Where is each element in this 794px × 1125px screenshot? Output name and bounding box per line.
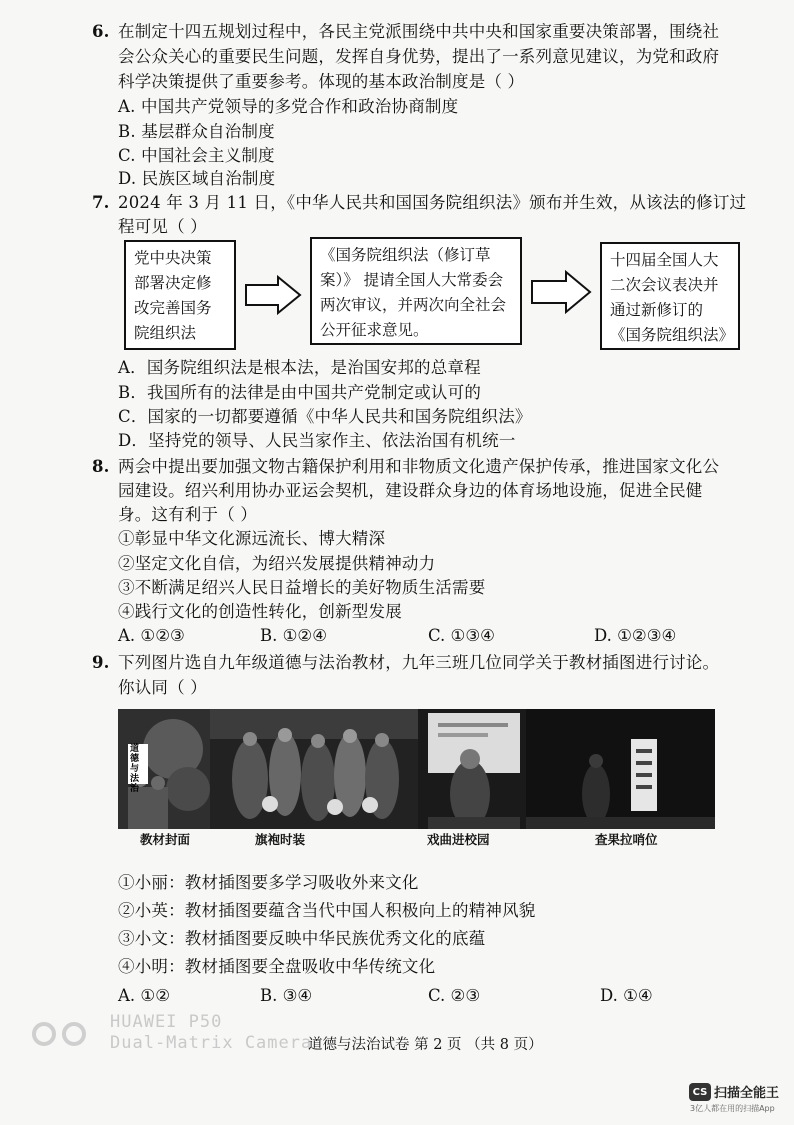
option-a: A. ①② xyxy=(118,986,170,1005)
statement-item: ②小英：教材插图要蕴含当代中国人积极向上的精神风貌 xyxy=(118,901,536,920)
option-b: B. ③④ xyxy=(260,986,313,1005)
option-b: B. ①②④ xyxy=(260,626,327,645)
right-arrow-icon xyxy=(244,275,302,315)
question-text: 下列图片选自九年级道德与法治教材，九年三班几位同学关于教材插图进行讨论。 xyxy=(118,653,720,672)
question-text: 你认同（ ） xyxy=(118,678,207,697)
scanner-tagline: 3亿人都在用的扫描App xyxy=(690,1104,775,1113)
option-c: C. 中国社会主义制度 xyxy=(118,146,275,165)
question-text: 在制定十四五规划过程中，各民主党派围绕中共中央和国家重要决策部署，围绕社 xyxy=(118,22,720,41)
textbook-illustrations xyxy=(118,709,715,829)
caption-qipao-fashion: 旗袍时装 xyxy=(255,832,306,847)
flow-box-2 xyxy=(310,237,522,345)
flow-box-1 xyxy=(124,240,236,350)
qipao-fashion-image xyxy=(210,709,418,829)
question-text: 会公众关心的重要民生问题，发挥自身优势，提出了一系列意见建议，为党和政府 xyxy=(118,47,720,66)
question-text: 科学决策提供了重要参考。体现的基本政治制度是（ ） xyxy=(118,72,525,91)
question-text: 园建设。绍兴利用协办亚运会契机，建设群众身边的体育场地设施，促进全民健 xyxy=(118,481,703,500)
option-c: C. ②③ xyxy=(428,986,481,1005)
statement-item: ③小文：教材插图要反映中华民族优秀文化的底蕴 xyxy=(118,929,486,948)
question-number: 8. xyxy=(92,457,110,476)
camera-lens-icon xyxy=(30,1020,100,1048)
option-b: B. 基层群众自治制度 xyxy=(118,122,275,141)
camera-watermark-lens: Dual-Matrix Camera xyxy=(110,1033,313,1053)
option-a: A．国务院组织法是根本法，是治国安邦的总章程 xyxy=(118,358,481,377)
statement-item: ③不断满足绍兴人民日益增长的美好物质生活需要 xyxy=(118,578,486,597)
flow-box-text: 十四届全国人大二次会议表决并通过新修订的《国务院组织法》 xyxy=(610,251,735,344)
statement-item: ④小明：教材插图要全盘吸收中华传统文化 xyxy=(118,957,436,976)
question-number: 7. xyxy=(92,193,110,212)
statement-item: ①彰显中华文化源远流长、博大精深 xyxy=(118,529,386,548)
question-text: 2024 年 3 月 11 日，《中华人民共和国国务院组织法》颁布并生效，从该法的修订过 xyxy=(118,193,747,212)
question-text: 两会中提出要加强文物古籍保护利用和非物质文化遗产保护传承，推进国家文化公 xyxy=(118,457,720,476)
option-c: C. ①③④ xyxy=(428,626,495,645)
scanner-brand-name: 扫描全能王 xyxy=(714,1086,780,1101)
option-d: D．坚持党的领导、人民当家作主、依法治国有机统一 xyxy=(118,431,516,450)
option-c: C．国家的一切都要遵循《中华人民共和国务院组织法》 xyxy=(118,407,532,426)
right-arrow-icon xyxy=(530,270,592,314)
question-text: 身。这有利于（ ） xyxy=(118,505,258,524)
caption-textbook-cover: 教材封面 xyxy=(140,832,191,847)
camera-watermark-model: HUAWEI P50 xyxy=(110,1012,223,1032)
caption-sentry-post: 查果拉哨位 xyxy=(595,832,658,847)
question-number: 6. xyxy=(92,22,110,41)
question-text: 程可见（ ） xyxy=(118,217,207,236)
statement-item: ④践行文化的创造性转化，创新型发展 xyxy=(118,602,402,621)
option-a: A. 中国共产党领导的多党合作和政治协商制度 xyxy=(118,97,459,116)
option-d: D. ①④ xyxy=(600,986,653,1005)
option-d: D. 民族区域自治制度 xyxy=(118,169,276,188)
statement-item: ②坚定文化自信，为绍兴发展提供精神动力 xyxy=(118,554,436,573)
option-a: A. ①②③ xyxy=(118,626,185,645)
page-footer: 道德与法治试卷 第 2 页 （共 8 页） xyxy=(308,1037,543,1053)
option-b: B．我国所有的法律是由中国共产党制定或认可的 xyxy=(118,383,482,402)
camscanner-logo-icon: CS xyxy=(689,1083,711,1101)
flow-box-3 xyxy=(600,242,740,350)
statement-item: ①小丽：教材插图要多学习吸收外来文化 xyxy=(118,873,419,892)
textbook-cover-image xyxy=(118,709,210,829)
caption-opera-campus: 戏曲进校园 xyxy=(427,832,490,847)
question-number: 9. xyxy=(92,653,110,672)
option-d: D. ①②③④ xyxy=(594,626,677,645)
flow-box-text: 《国务院组织法（修订草案）》 提请全国人大常委会两次审议，并两次向全社会公开征求意见。 xyxy=(320,246,507,339)
flow-box-text: 党中央决策部署决定修改完善国务院组织法 xyxy=(134,249,212,342)
sentry-post-image xyxy=(526,709,715,829)
cover-title: 道德与法治 xyxy=(130,744,140,794)
opera-campus-image xyxy=(418,709,526,829)
